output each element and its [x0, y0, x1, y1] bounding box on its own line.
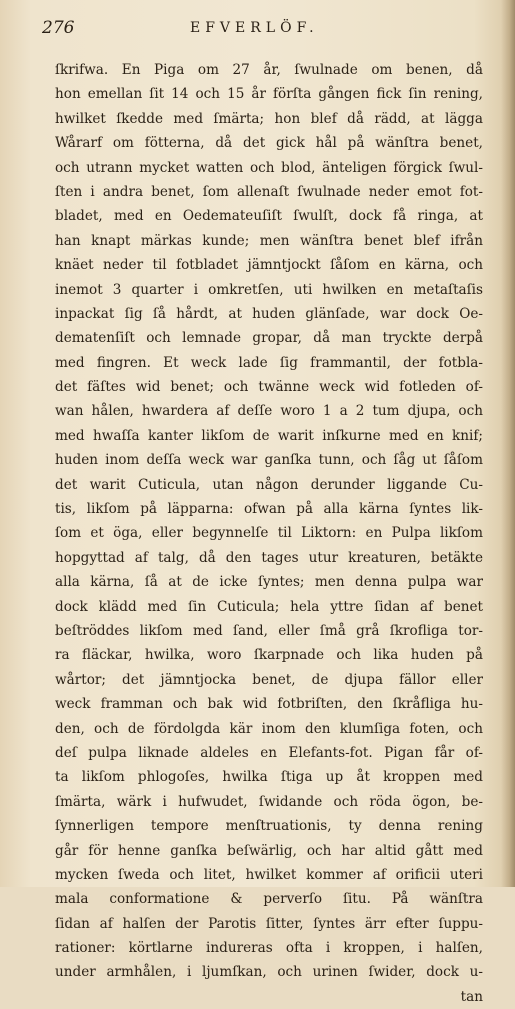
text-line: huden inom deſſa weck war ganſka tunn, och ſåg ut ſåſom	[55, 452, 483, 469]
text-line: mycken ſweda och litet, hwilket kommer af orificii uteri	[55, 866, 483, 883]
catchword: tan	[460, 988, 483, 1005]
running-title: EFVERLÖF.	[190, 20, 319, 36]
text-line: går för henne ganſka beſwärlig, och har altid gått med	[55, 842, 483, 859]
text-line: deſ pulpa liknade aldeles en Elefants-fot. Pigan får of-	[55, 744, 483, 761]
text-line: alla kärna, ſå at de icke ſyntes; men denna pulpa war	[55, 574, 483, 591]
text-line: inpackat ſig ſå hårdt, at huden glänſade, war dock Oe-	[55, 305, 483, 322]
text-line: hopgyttad af talg, då den tages utur kreaturen, betäkte	[55, 549, 483, 566]
text-line: den, och de fördolgda kär inom den klumſiga foten, och	[55, 720, 483, 737]
text-line: Wårarf om fötterna, då det gick hål på wänſtra benet,	[55, 135, 483, 152]
text-line: tis, likſom på läpparna: ofwan på alla kärna ſyntes lik-	[55, 501, 483, 518]
text-line: ta likſom phlogoſes, hwilka ſtiga up åt kroppen med	[55, 769, 483, 786]
text-line: och utrann mycket watten och blod, änteligen förgick ſwul-	[55, 159, 483, 176]
text-line: han knapt märkas kunde; men wänſtra benet blef ifrån	[55, 232, 483, 249]
text-line: beſtröddes likſom med ſand, eller ſmå grå ſkrofliga tor-	[55, 622, 483, 639]
page-header	[42, 18, 482, 42]
text-line: med fingren. Et weck lade ſig frammantil, der fotbla-	[55, 354, 483, 371]
text-line: bladet, med en Oedemateuſiſt ſwulſt, dock få ringa, at	[55, 208, 483, 225]
text-line: ſynnerligen tempore menſtruationis, ty denna rening	[55, 818, 483, 835]
text-line: det fäſtes wid benet; och twänne weck wid fotleden of-	[55, 379, 483, 396]
text-line: mala conformatione & perverſo ſitu. På wänſtra	[55, 891, 483, 908]
text-line: wårtor; det jämntjocka benet, de djupa fällor eller	[55, 671, 483, 688]
text-line: dock klädd med ſin Cuticula; hela yttre ſidan af benet	[55, 598, 483, 615]
text-line: ſmärta, wärk i hufwudet, ſwidande och röda ögon, be-	[55, 793, 483, 810]
text-line: ſidan af halſen der Parotis ſitter, ſyntes ärr efter ſuppu-	[55, 915, 483, 932]
text-line: ſom et öga, eller begynnelſe til Liktorn: en Pulpa likſom	[55, 525, 483, 542]
text-line: inemot 3 quarter i omkretſen, uti hwilken en metaſtaſis	[55, 281, 483, 298]
text-line: rationer: körtlarne indureras ofta i kroppen, i halſen,	[55, 940, 483, 957]
text-line: ra fläckar, hwilka, woro ſkarpnade och lika huden på	[55, 647, 483, 664]
text-line: under armhålen, i ljumſkan, och urinen ſwider, dock u-	[55, 964, 483, 981]
text-line: ſten i andra benet, ſom allenaſt ſwulnade neder emot fot-	[55, 183, 483, 200]
page-edge-shadow	[501, 0, 515, 887]
page-number: 276	[42, 18, 75, 38]
text-line: knäet neder til fotbladet jämntjockt ſåſom en kärna, och	[55, 257, 483, 274]
text-line: med hwaſſa kanter likſom de warit inſkurne med en knif;	[55, 427, 483, 444]
text-line: weck framman och bak wid fotbriſten, den ſkråfliga hu-	[55, 696, 483, 713]
text-line: hon emellan ſit 14 och 15 år förſta gången fick ſin rening,	[55, 86, 483, 103]
text-line: dematenſiſt och lemnade gropar, då man tryckte derpå	[55, 330, 483, 347]
text-line: ſkrifwa. En Piga om 27 år, ſwulnade om benen, då	[55, 62, 483, 78]
text-line: det warit Cuticula, utan någon derunder liggande Cu-	[55, 476, 483, 493]
text-line: hwilket ſkedde med ſmärta; hon blef då rädd, at lägga	[55, 110, 483, 127]
text-line: wan hålen, hwardera af deſſe woro 1 a 2 tum djupa, och	[55, 403, 483, 420]
body-text	[55, 58, 483, 1009]
